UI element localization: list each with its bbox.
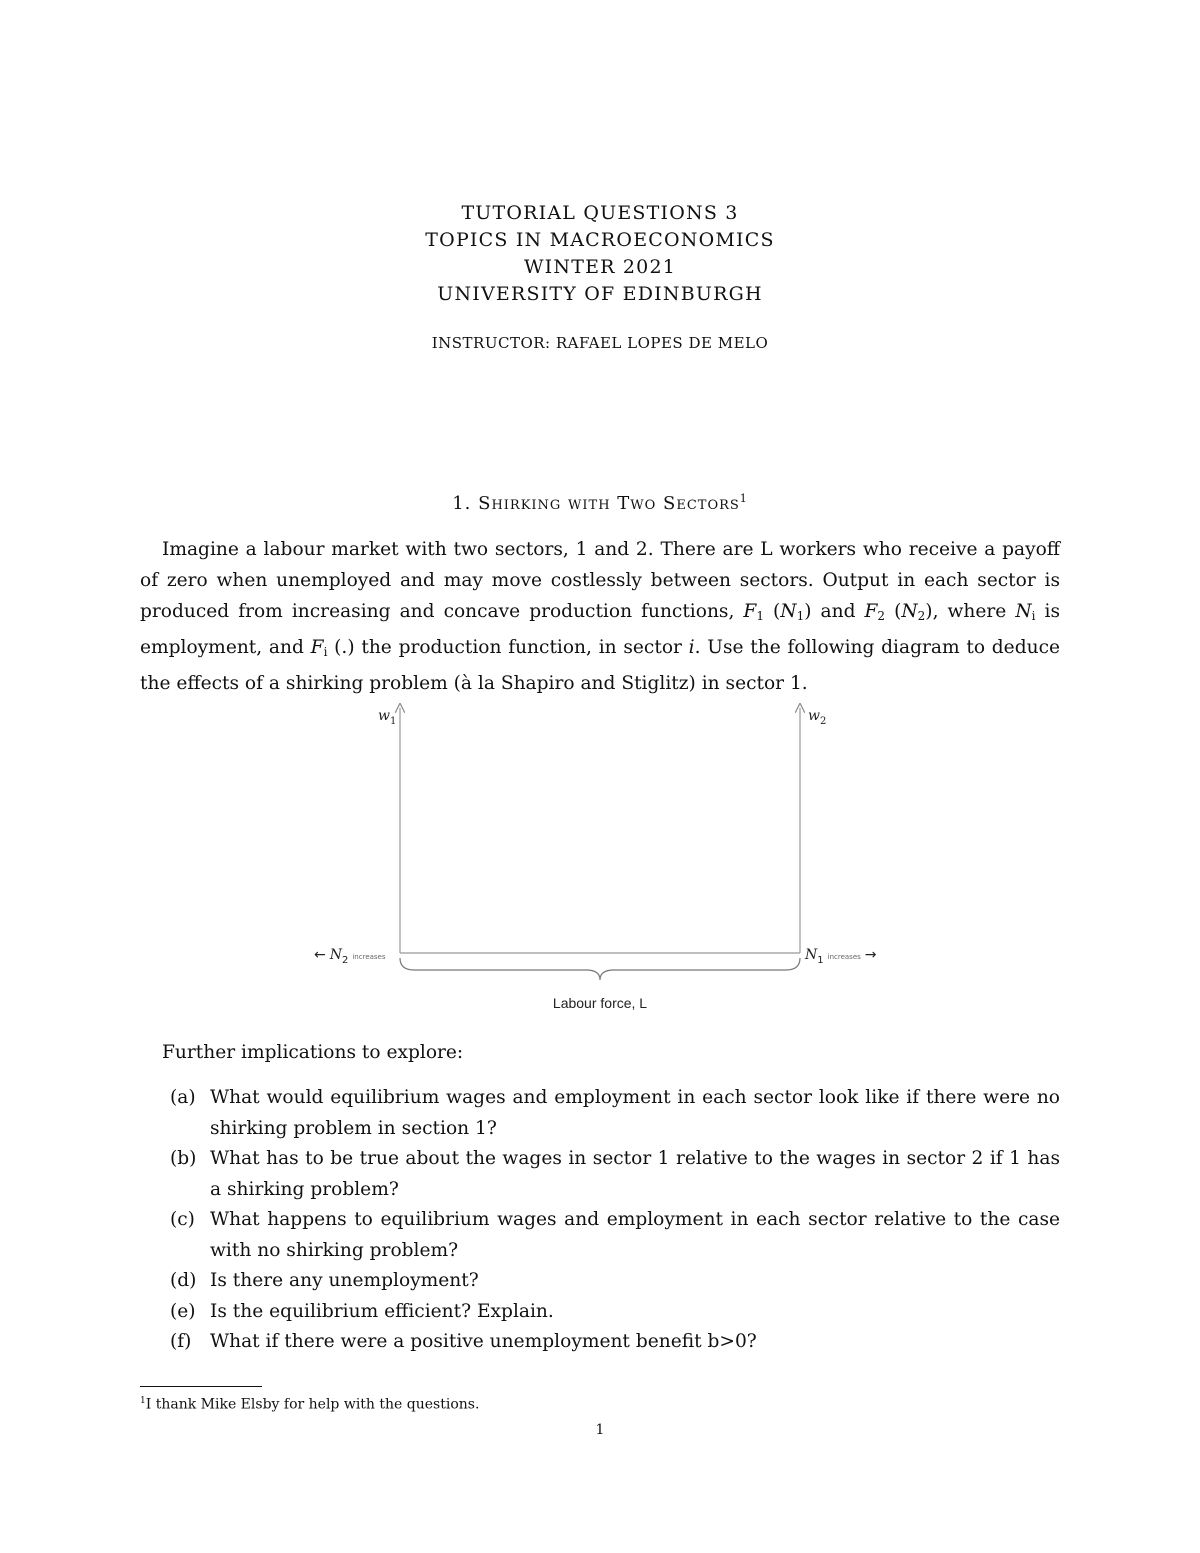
math-sub: 2 xyxy=(917,609,926,623)
question-label: (e) xyxy=(170,1300,196,1322)
math-F: F xyxy=(864,601,878,622)
section-title-text: Shirking with Two Sectors xyxy=(478,493,740,514)
implications-intro: Further implications to explore: xyxy=(162,1042,464,1063)
math-sub: 1 xyxy=(756,609,764,623)
list-item xyxy=(140,1266,1060,1297)
question-text: Is there any unemployment? xyxy=(210,1270,479,1291)
math-paren: ) xyxy=(804,601,812,622)
para-text-2: and xyxy=(811,601,865,622)
labour-force-label: Labour force, L xyxy=(552,995,648,1011)
para-text-4: is employment, and xyxy=(140,601,1060,658)
math-paren: ( xyxy=(894,601,902,622)
labour-force-brace xyxy=(400,958,800,980)
diagram-svg xyxy=(300,700,900,1020)
para-text-5: (.) the production function, in sector xyxy=(327,637,689,658)
math-sub: i xyxy=(1031,609,1036,623)
para-text-6: . Use the following diagram to deduce the effects of a shirking problem (à la Shapiro and Stiglitz) in sector 1. xyxy=(140,637,1060,694)
question-text: What happens to equilibrium wages and employment in each sector relative to the case with no shirking problem? xyxy=(210,1209,1060,1261)
footnote xyxy=(140,1396,479,1413)
document-header xyxy=(0,200,1200,352)
question-text: What if there were a positive unemployment benefit b>0? xyxy=(210,1331,757,1352)
header-line-4: UNIVERSITY OF EDINBURGH xyxy=(437,283,763,305)
para-text-1: Imagine a labour market with two sectors, 1 and 2. There are L workers who receive a payoff of zero when unemployed and may move costlessly between sectors. Output in each sector is produced from increasing and concave production functions, xyxy=(140,539,1060,622)
question-text: What would equilibrium wages and employment in each sector look like if there were no shirking problem in section 1? xyxy=(210,1087,1060,1139)
math-paren: ( xyxy=(773,601,781,622)
footnote-mark: 1 xyxy=(140,1396,146,1406)
w1-axis-label: $w_1$ xyxy=(378,708,397,727)
section-footnote-mark: 1 xyxy=(739,492,748,505)
page-number: 1 xyxy=(595,1422,605,1438)
two-sector-diagram xyxy=(300,700,900,1020)
header-line-3: WINTER 2021 xyxy=(523,256,677,278)
n2-increases-label: ← $N_2$ $^{increases}$ xyxy=(314,947,386,966)
instructor-line: INSTRUCTOR: RAFAEL LOPES DE MELO xyxy=(431,334,769,352)
question-label: (a) xyxy=(170,1087,196,1108)
question-label: (b) xyxy=(170,1148,197,1169)
question-label: (d) xyxy=(170,1270,197,1291)
math-N: N xyxy=(780,601,797,622)
list-item xyxy=(140,1144,1060,1205)
footnote-text: I thank Mike Elsby for help with the questions. xyxy=(145,1396,480,1413)
math-sub: 2 xyxy=(877,609,886,623)
question-label: (c) xyxy=(170,1209,195,1230)
math-sub: 1 xyxy=(796,609,805,623)
math-i: i xyxy=(688,637,695,658)
section-number: 1. xyxy=(452,493,472,514)
problem-paragraph xyxy=(140,534,1060,699)
math-F: F xyxy=(310,637,324,658)
header-line-1: TUTORIAL QUESTIONS 3 xyxy=(461,202,739,224)
list-item xyxy=(140,1327,1060,1358)
header-line-2: TOPICS IN MACROECONOMICS xyxy=(425,229,775,251)
section-title xyxy=(0,492,1200,514)
math-N: N xyxy=(901,601,918,622)
list-item xyxy=(140,1205,1060,1266)
para-text-3: , where xyxy=(932,601,1016,622)
math-paren: ) xyxy=(925,601,933,622)
n1-increases-label: $N_1$ $^{increases}$ → xyxy=(805,947,877,966)
question-text: What has to be true about the wages in sector 1 relative to the wages in sector 2 if 1 has a shirking problem? xyxy=(210,1148,1060,1200)
footnote-rule xyxy=(140,1386,262,1387)
math-F: F xyxy=(743,601,757,622)
list-item xyxy=(140,1297,1060,1328)
math-sub: i xyxy=(323,645,328,659)
list-item xyxy=(140,1083,1060,1144)
question-list xyxy=(140,1083,1060,1358)
w2-axis-label: $w_2$ xyxy=(808,708,827,727)
question-label: (f) xyxy=(170,1331,192,1352)
math-N: N xyxy=(1015,601,1032,622)
question-text: Is the equilibrium efficient? Explain. xyxy=(210,1300,554,1322)
